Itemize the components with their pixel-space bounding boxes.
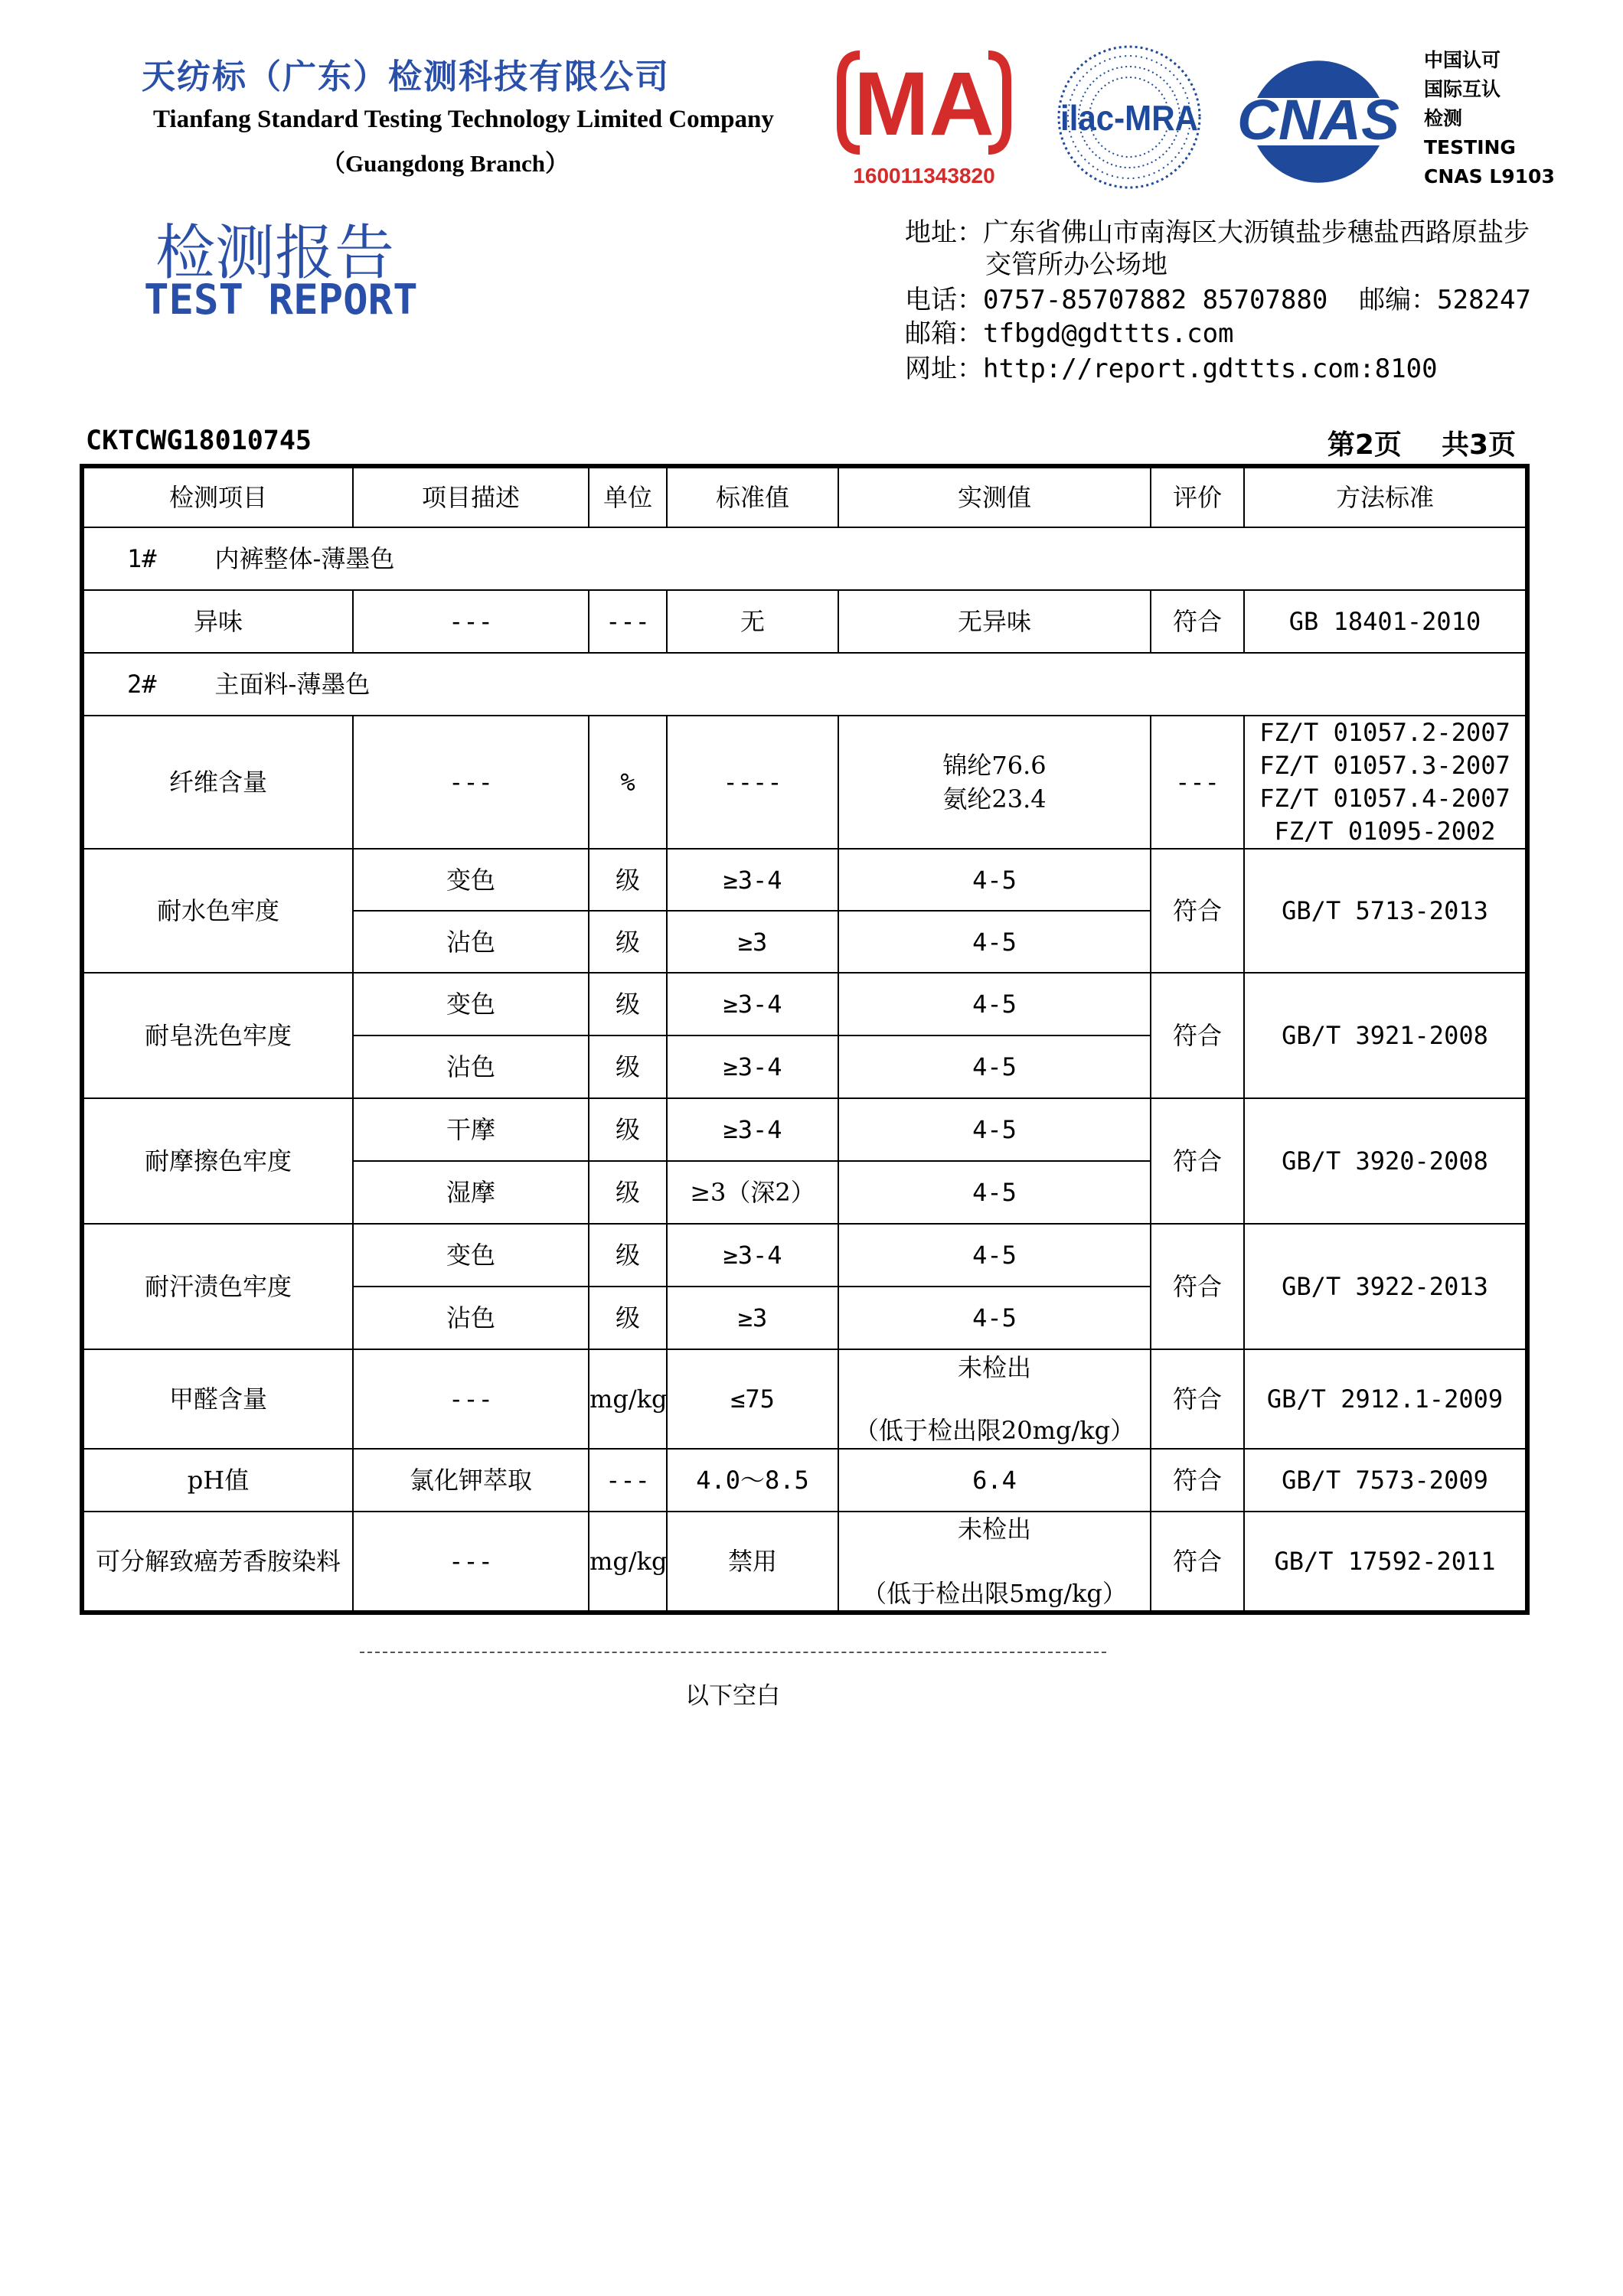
report-title-en: TEST REPORT: [144, 276, 418, 324]
measured-value: 4-5: [838, 1035, 1151, 1098]
evaluation: ---: [1151, 716, 1244, 849]
standard-value: ≤75: [667, 1349, 838, 1449]
table-header: 实测值: [838, 466, 1151, 527]
cnas-logo-text: CNAS: [1237, 88, 1399, 152]
unit: ---: [589, 1449, 667, 1512]
postcode-label: 邮编：: [1359, 285, 1438, 315]
ilac-mra-logo: [1056, 37, 1202, 197]
item-desc: 湿摩: [353, 1161, 589, 1224]
method-line: FZ/T 01095-2002: [1274, 817, 1496, 846]
method-standard: [1244, 716, 1527, 849]
standard-value: 无: [667, 590, 838, 653]
measured-line: 未检出: [957, 1515, 1031, 1544]
email-label: 邮箱：: [905, 318, 983, 349]
table-row: [82, 590, 1527, 653]
phone-line: [905, 279, 1531, 316]
table-row: [82, 973, 1527, 1035]
unit: 级: [589, 1161, 667, 1224]
cnas-logo: [1234, 44, 1403, 197]
unit: 级: [589, 911, 667, 973]
method-standard: GB/T 3921-2008: [1244, 973, 1527, 1098]
measured-line: 未检出: [957, 1353, 1031, 1382]
standard-value: 禁用: [667, 1512, 838, 1613]
standard-value: ≥3: [667, 911, 838, 973]
section-row: [82, 653, 1527, 716]
table-row: [82, 1349, 1527, 1449]
table-header: 方法标准: [1244, 466, 1527, 527]
measured-value: 无异味: [838, 590, 1151, 653]
standard-value: 4.0～8.5: [667, 1449, 838, 1512]
web-value: http://report.gdttts.com:8100: [983, 354, 1438, 384]
measured-value: 4-5: [838, 1287, 1151, 1349]
unit: 级: [589, 1035, 667, 1098]
standard-value: ≥3-4: [667, 973, 838, 1035]
evaluation: 符合: [1151, 1224, 1244, 1349]
item-desc: 沾色: [353, 1287, 589, 1349]
standard-value: ≥3（深2）: [667, 1161, 838, 1224]
measured-value: [838, 1512, 1151, 1613]
table-row: [82, 1449, 1527, 1512]
page-number: 第2页: [1327, 429, 1402, 461]
test-item: 耐汗渍色牢度: [82, 1224, 353, 1349]
item-desc: 沾色: [353, 911, 589, 973]
address-label: 地址：: [905, 217, 983, 248]
unit: 级: [589, 849, 667, 911]
section-number: 2#: [127, 670, 157, 699]
item-desc: ---: [353, 716, 589, 849]
test-item: 纤维含量: [82, 716, 353, 849]
end-divider: [360, 1652, 1106, 1653]
method-standard: GB/T 2912.1-2009: [1244, 1349, 1527, 1449]
test-item: 异味: [82, 590, 353, 653]
web-line: [905, 347, 1438, 385]
postcode-value: 528247: [1437, 285, 1531, 315]
unit: mg/kg: [589, 1349, 667, 1449]
report-title-cn: 检测报告: [155, 219, 395, 288]
table-row: [82, 1512, 1527, 1613]
measured-value: 4-5: [838, 1161, 1151, 1224]
cnas-side-line: 检测: [1424, 107, 1463, 129]
test-item: pH值: [82, 1449, 353, 1512]
measured-line: （低于检出限5mg/kg）: [862, 1579, 1127, 1608]
unit: mg/kg: [589, 1512, 667, 1613]
evaluation: 符合: [1151, 1098, 1244, 1224]
test-item: 可分解致癌芳香胺染料: [82, 1512, 353, 1613]
cma-code: 160011343820: [853, 164, 995, 188]
method-line: FZ/T 01057.3-2007: [1259, 751, 1510, 780]
measured-value: 4-5: [838, 849, 1151, 911]
web-label: 网址：: [905, 354, 983, 384]
table-header: 标准值: [667, 466, 838, 527]
item-desc: 氯化钾萃取: [353, 1449, 589, 1512]
address-line-2: 交管所办公场地: [985, 249, 1167, 280]
company-name-en: Tianfang Standard Testing Technology Limited Company: [153, 106, 774, 133]
test-item: 耐摩擦色牢度: [82, 1098, 353, 1224]
cnas-side-line: CNAS L9103: [1424, 165, 1555, 188]
evaluation: 符合: [1151, 1512, 1244, 1613]
test-item: 耐皂洗色牢度: [82, 973, 353, 1098]
table-header-row: [82, 466, 1527, 527]
cma-logo-text: MA: [854, 54, 994, 155]
measured-line: （低于检出限20mg/kg）: [854, 1416, 1135, 1445]
report-number: CKTCWG18010745: [86, 426, 312, 456]
measured-value: 4-5: [838, 1098, 1151, 1161]
measured-line: 锦纶76.6: [942, 751, 1047, 780]
evaluation: 符合: [1151, 1449, 1244, 1512]
method-line: FZ/T 01057.2-2007: [1259, 718, 1510, 747]
test-item: 甲醛含量: [82, 1349, 353, 1449]
phone-value: 0757-85707882 85707880: [983, 285, 1328, 315]
cnas-side-text: [1424, 46, 1555, 191]
measured-line: 氨纶23.4: [942, 784, 1047, 814]
unit: 级: [589, 973, 667, 1035]
phone-label: 电话：: [905, 285, 983, 315]
measured-value: 6.4: [838, 1449, 1151, 1512]
table-header: 评价: [1151, 466, 1244, 527]
section-name: 主面料-薄墨色: [214, 670, 371, 699]
table-header: 单位: [589, 466, 667, 527]
blank-note: 以下空白: [685, 1682, 780, 1710]
table-header: 检测项目: [82, 466, 353, 527]
table-row: [82, 716, 1527, 849]
item-desc: ---: [353, 1349, 589, 1449]
item-desc: 变色: [353, 849, 589, 911]
measured-value: [838, 716, 1151, 849]
measured-value: 4-5: [838, 973, 1151, 1035]
method-standard: GB/T 3922-2013: [1244, 1224, 1527, 1349]
test-item: 耐水色牢度: [82, 849, 353, 973]
cnas-side-line: 中国认可: [1424, 49, 1501, 71]
table-header: 项目描述: [353, 466, 589, 527]
evaluation: 符合: [1151, 973, 1244, 1098]
unit: ---: [589, 590, 667, 653]
item-desc: ---: [353, 590, 589, 653]
section-row: [82, 527, 1527, 590]
standard-value: ≥3-4: [667, 1035, 838, 1098]
measured-value: [838, 1349, 1151, 1449]
standard-value: ≥3: [667, 1287, 838, 1349]
method-standard: GB/T 5713-2013: [1244, 849, 1527, 973]
page-info: [1327, 423, 1516, 462]
standard-value: ≥3-4: [667, 1224, 838, 1287]
method-standard: GB/T 17592-2011: [1244, 1512, 1527, 1613]
unit: 级: [589, 1224, 667, 1287]
results-table: [80, 464, 1530, 1615]
address-value: 广东省佛山市南海区大沥镇盐步穗盐西路原盐步: [983, 217, 1530, 248]
evaluation: 符合: [1151, 1349, 1244, 1449]
measured-value: 4-5: [838, 911, 1151, 973]
cnas-side-line: TESTING: [1424, 136, 1516, 158]
section-number: 1#: [127, 544, 157, 573]
company-name-cn: 天纺标（广东）检测科技有限公司: [142, 57, 670, 96]
measured-value: 4-5: [838, 1224, 1151, 1287]
ilac-logo-text: ilac-MRA: [1060, 98, 1198, 138]
item-desc: 干摩: [353, 1098, 589, 1161]
unit: 级: [589, 1098, 667, 1161]
standard-value: ----: [667, 716, 838, 849]
section-cell: [82, 653, 1527, 716]
method-line: FZ/T 01057.4-2007: [1259, 784, 1510, 813]
item-desc: ---: [353, 1512, 589, 1613]
page-total: 共3页: [1441, 429, 1516, 461]
item-desc: 变色: [353, 1224, 589, 1287]
table-row: [82, 1098, 1527, 1161]
cnas-side-line: 国际互认: [1424, 78, 1501, 100]
evaluation: 符合: [1151, 590, 1244, 653]
method-standard: GB/T 7573-2009: [1244, 1449, 1527, 1512]
method-standard: GB/T 3920-2008: [1244, 1098, 1527, 1224]
table-row: [82, 1224, 1527, 1287]
standard-value: ≥3-4: [667, 849, 838, 911]
email-line: [905, 312, 1234, 350]
item-desc: 变色: [353, 973, 589, 1035]
section-name: 内裤整体-薄墨色: [214, 544, 395, 573]
unit: %: [589, 716, 667, 849]
unit: 级: [589, 1287, 667, 1349]
evaluation: 符合: [1151, 849, 1244, 973]
method-standard: GB 18401-2010: [1244, 590, 1527, 653]
section-cell: [82, 527, 1527, 590]
table-row: [82, 849, 1527, 911]
cma-logo: [837, 49, 1011, 156]
item-desc: 沾色: [353, 1035, 589, 1098]
email-value: tfbgd@gdttts.com: [983, 318, 1234, 349]
standard-value: ≥3-4: [667, 1098, 838, 1161]
company-branch: （Guangdong Branch）: [322, 150, 570, 177]
